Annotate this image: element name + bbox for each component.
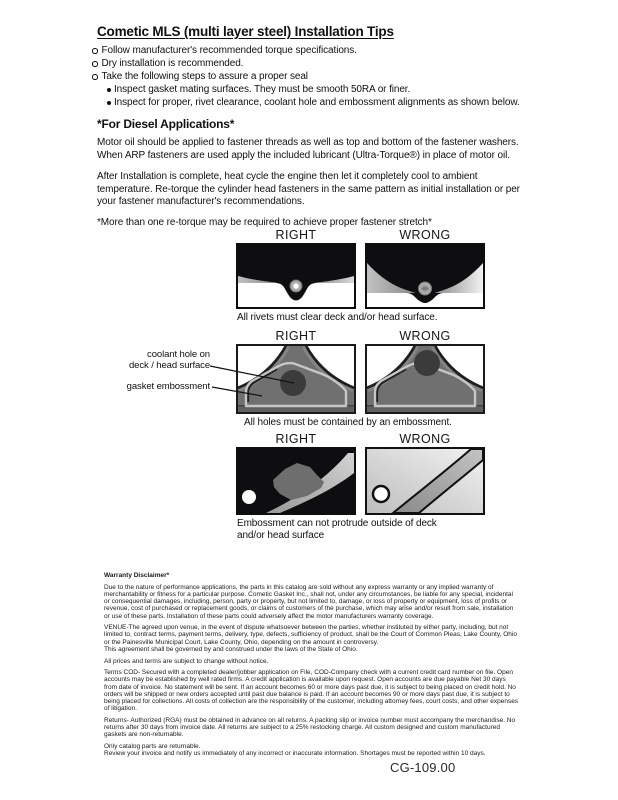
fig3-right-panel	[236, 447, 356, 515]
list-item	[92, 70, 532, 83]
fig1-wrong-panel	[365, 243, 485, 309]
diesel-paragraph-2: After Installation is complete, heat cycle the engine then let it completely cool to ambient temperature. Re-torque the cylinder head fasteners in the same pattern as initial installation or per your fastener manufacturer's recommendations.	[97, 171, 520, 208]
gasket-embossment-annotation: gasket embossment	[126, 381, 210, 392]
installation-tips-list	[92, 44, 532, 109]
fig1-right-panel	[236, 243, 356, 309]
right-label: RIGHT	[275, 329, 317, 343]
fig3-wrong-panel	[365, 447, 485, 515]
sub-bullet-icon	[107, 101, 111, 105]
legal-paragraph: VENUE-The agreed upon venue, in the event of dispute whatsoever between the parties, whether instituted by either party, including, but not limited to, contract terms, payment terms, delivery, type, defects, sufficiency of product, shall be the Court of Common Pleas, Lake County, Ohio or the Painesville Municipal Court, Lake County, Ohio, depending on the amount in controversy.	[104, 624, 517, 646]
legal-section	[104, 572, 520, 762]
bullet-icon	[92, 61, 98, 67]
figure-caption: All holes must be contained by an embossment.	[244, 417, 452, 428]
figure-caption: All rivets must clear deck and/or head surface.	[237, 312, 438, 323]
figure-hole-embossment	[126, 329, 485, 429]
legal-paragraph: This agreement shall be governed by and construed under the laws of the State of Ohio.	[104, 645, 358, 653]
legal-paragraph: Review your invoice and notify us immediately of any incorrect or inaccurate information. Shortages must be reported within 10 days.	[104, 750, 486, 758]
figure-caption: Embossment can not protrude outside of deck and/or head surface	[237, 518, 437, 541]
figure-rivet-clearance	[236, 229, 485, 324]
legal-paragraph: Terms COD- Secured with a completed dealer/jobber application on File, COD-Company check with a current credit card number on file. Open accounts may be established by well rated firms. A credit application is available upon request. Open accounts are due payable Net 30 days from date of invoice. No statement will be sent. If an account becomes 60 or more days past due, it is subject to being placed on credit hold. No orders will be shipped or new orders accepted until past due balance is paid. If an account becomes 90 or more days past due, it is subject to being placed for collections. All costs of collection are the responsibility of the customer, including attorney fees, court costs, and other expenses of litigation.	[104, 669, 519, 713]
list-item-text: Take the following steps to assure a proper seal	[101, 71, 308, 82]
diesel-applications-section	[97, 118, 529, 239]
list-sub-item	[107, 96, 532, 109]
right-label: RIGHT	[275, 228, 317, 242]
warranty-disclaimer-heading: Warranty Disclaimer*	[104, 572, 170, 579]
catalog-code: CG-109.00	[390, 760, 456, 775]
bullet-icon	[92, 48, 98, 54]
page-title: Cometic MLS (multi layer steel) Installation Tips	[97, 24, 394, 39]
sub-bullet-icon	[107, 88, 111, 92]
fig2-right-panel	[236, 344, 356, 414]
bullet-icon	[92, 74, 98, 80]
fig2-wrong-panel	[365, 344, 485, 414]
wrong-label: WRONG	[399, 432, 451, 446]
figure-annotations	[110, 349, 210, 392]
wrong-label: WRONG	[399, 228, 451, 242]
diesel-paragraph-1: Motor oil should be applied to fastener threads as well as top and bottom of the fastener washers. When ARP fasteners are used apply the included lubricant (Ultra-Torque®) in place of motor oil.	[97, 137, 519, 161]
diesel-heading: *For Diesel Applications*	[97, 117, 235, 131]
diesel-note: *More than one re-torque may be required to achieve proper fastener stretch*	[97, 217, 432, 229]
legal-paragraph: Due to the nature of performance applications, the parts in this catalog are sold without any express warranty or any implied warranty of merchantability or fitness for a particular purpose. Cometic Gasket Inc., shall not, under any circumstances, be liable for any special, incidental or consequential damages, including, person, party or property, but not limited to, damage, or loss of property or equipment, loss of profits or revenue, cost of purchased or replacement goods, or claims of customers of the purchase, which may arise and/or result from sale, installation or use of these parts. Installation of these parts could adversely affect the motor manufacturers warranty coverage.	[104, 583, 514, 620]
list-item-text: Inspect gasket mating surfaces. They must be smooth 50RA or finer.	[114, 84, 411, 95]
list-sub-item	[107, 83, 532, 96]
right-label: RIGHT	[275, 432, 317, 446]
legal-paragraph: All prices and terms are subject to change without notice.	[104, 657, 269, 665]
list-item	[92, 44, 532, 57]
coolant-hole-annotation: coolant hole on deck / head surface	[128, 349, 210, 371]
list-item-text: Inspect for proper, rivet clearance, coolant hole and embossment alignments as shown below.	[114, 97, 520, 108]
list-item	[92, 57, 532, 70]
list-item-text: Follow manufacturer's recommended torque specifications.	[101, 45, 357, 56]
figure-embossment-protrusion	[236, 433, 485, 541]
legal-paragraph: Returns- Authorized (RGA) must be obtained in advance on all returns. A packing slip or invoice number must accompany the merchandise. No returns after 30 days from invoice date. All returns are subject to a 25% restocking charge. All custom designed and custom manufactured gaskets are non-returnable.	[104, 716, 516, 739]
list-item-text: Dry installation is recommended.	[101, 58, 244, 69]
wrong-label: WRONG	[399, 329, 451, 343]
legal-paragraph: Only catalog parts are returnable.	[104, 743, 201, 751]
